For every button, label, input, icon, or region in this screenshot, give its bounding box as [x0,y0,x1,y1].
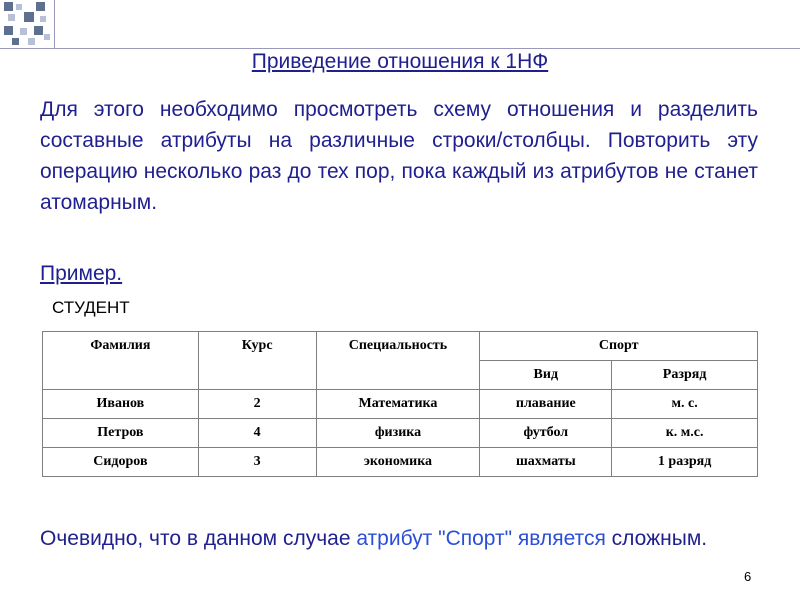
header-vertical-divider [54,0,55,48]
deco-square [12,38,19,45]
conclusion-part: Очевидно, что в данном случае [40,527,357,550]
table-cell: 3 [198,448,316,477]
example-label: Пример. [40,262,123,285]
deco-square [24,12,34,22]
table-cell: экономика [316,448,480,477]
table-cell: м. с. [612,390,758,419]
table-cell: Сидоров [43,448,199,477]
table-cell: плавание [480,390,612,419]
deco-square [4,2,13,11]
table-cell: Иванов [43,390,199,419]
subheader-cell: Вид [480,361,612,390]
table-cell: футбол [480,419,612,448]
table-cell: к. м.с. [612,419,758,448]
table-cell: 4 [198,419,316,448]
table-cell: 1 разряд [612,448,758,477]
header-cell: Спорт [480,332,758,361]
body-paragraph: Для этого необходимо просмотреть схему отношения и разделить составные атрибуты на различные строки/столбцы. Повторить эту операцию несколько раз до тех пор, пока каждый из атрибутов не станет атомарным. [40,98,758,214]
table-row [43,390,758,419]
deco-square [16,4,22,10]
page-number: 6 [744,569,752,584]
student-table [42,331,758,477]
header-divider [0,48,800,49]
slide-title: Приведение отношения к 1НФ [251,50,549,73]
table-name: СТУДЕНТ [52,298,130,317]
deco-square [8,14,15,21]
deco-square [44,34,50,40]
header-cell: Курс [198,332,316,390]
table-header-row [43,332,758,361]
table-cell: шахматы [480,448,612,477]
subheader-cell: Разряд [612,361,758,390]
table-cell: физика [316,419,480,448]
table-cell: Петров [43,419,199,448]
table-row [43,448,758,477]
deco-square [40,16,46,22]
conclusion-text [40,524,760,553]
deco-square [4,26,13,35]
header-cell: Специальность [316,332,480,390]
deco-square [20,28,27,35]
table-cell: 2 [198,390,316,419]
deco-square [36,2,45,11]
table-cell: Математика [316,390,480,419]
conclusion-part: сложным. [605,527,708,550]
conclusion-highlight: атрибут "Спорт" является [356,527,606,550]
table-row [43,419,758,448]
deco-square [34,26,43,35]
deco-square [28,38,35,45]
header-cell: Фамилия [43,332,199,390]
